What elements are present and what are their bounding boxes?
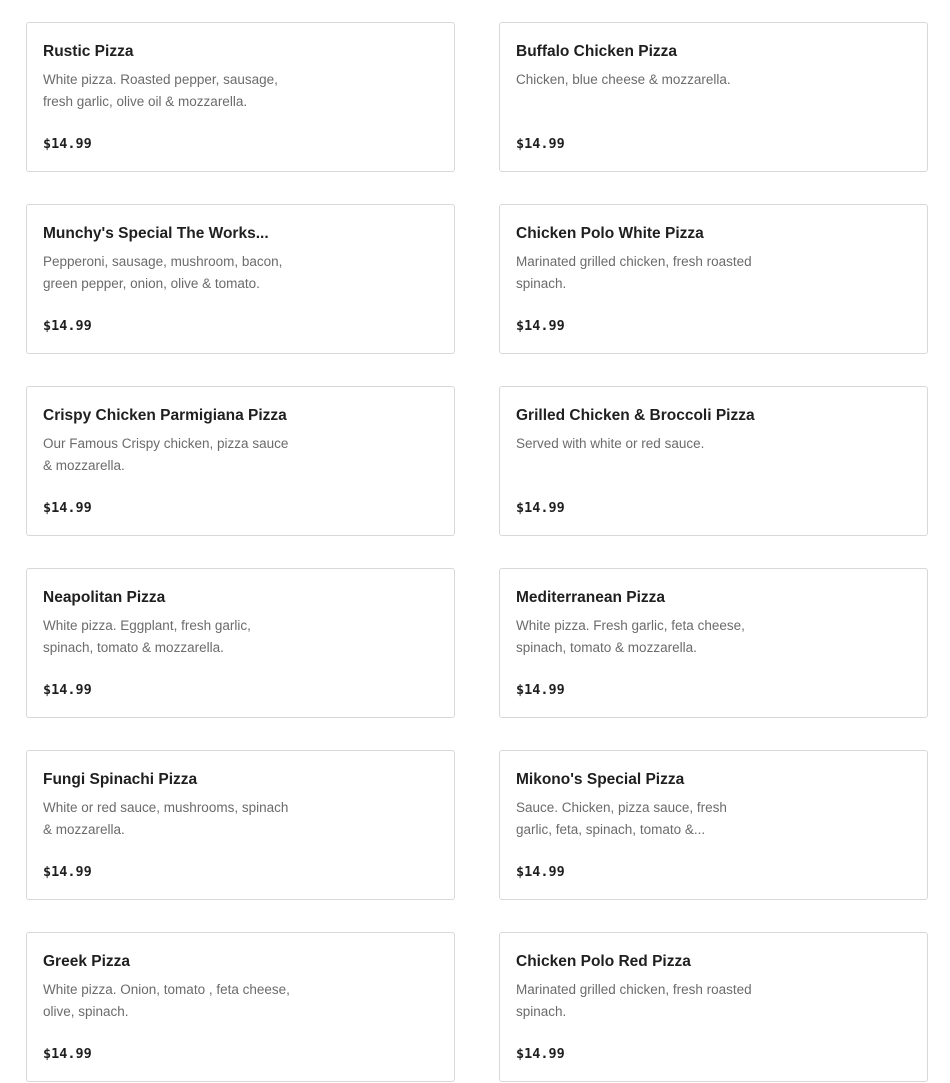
- menu-item-price: $14.99: [43, 864, 92, 880]
- menu-item-name: Fungi Spinachi Pizza: [43, 771, 198, 788]
- menu-item-description: Pepperoni, sausage, mushroom, bacon, green pepper, onion, olive & tomato.: [43, 254, 283, 291]
- menu-item-price: $14.99: [516, 500, 565, 516]
- menu-item-price: $14.99: [516, 864, 565, 880]
- menu-item-price: $14.99: [43, 500, 92, 516]
- menu-item-description: Marinated grilled chicken, fresh roasted spinach.: [516, 982, 752, 1019]
- menu-item-card[interactable]: [499, 932, 928, 1082]
- menu-item-price: $14.99: [516, 682, 565, 698]
- menu-item-name: Grilled Chicken & Broccoli Pizza: [516, 407, 755, 424]
- menu-item-price: $14.99: [43, 1046, 92, 1062]
- menu-item-name: Mediterranean Pizza: [516, 589, 666, 606]
- menu-item-name: Buffalo Chicken Pizza: [516, 43, 678, 60]
- menu-item-price: $14.99: [516, 318, 565, 334]
- menu-item-card[interactable]: [499, 568, 928, 718]
- menu-item-grid: [26, 22, 928, 1082]
- menu-item-description: White pizza. Onion, tomato , feta cheese, olive, spinach.: [43, 982, 290, 1019]
- menu-item-card[interactable]: [26, 204, 455, 354]
- menu-item-name: Mikono's Special Pizza: [516, 771, 685, 788]
- menu-item-card[interactable]: [499, 204, 928, 354]
- menu-item-description: White pizza. Roasted pepper, sausage, fresh garlic, olive oil & mozzarella.: [43, 72, 278, 109]
- menu-item-price: $14.99: [43, 136, 92, 152]
- menu-item-name: Chicken Polo White Pizza: [516, 225, 704, 242]
- menu-item-description: White or red sauce, mushrooms, spinach & mozzarella.: [43, 800, 289, 837]
- menu-item-card[interactable]: [499, 750, 928, 900]
- menu-item-card[interactable]: [26, 386, 455, 536]
- menu-item-price: $14.99: [43, 682, 92, 698]
- menu-item-description: Chicken, blue cheese & mozzarella.: [516, 72, 731, 87]
- menu-item-description: Marinated grilled chicken, fresh roasted spinach.: [516, 254, 752, 291]
- menu-item-name: Chicken Polo Red Pizza: [516, 953, 691, 970]
- menu-item-card[interactable]: [26, 750, 455, 900]
- menu-item-card[interactable]: [499, 386, 928, 536]
- menu-item-card[interactable]: [26, 568, 455, 718]
- menu-item-name: Greek Pizza: [43, 953, 131, 970]
- menu-item-card[interactable]: [26, 932, 455, 1082]
- menu-item-description: White pizza. Eggplant, fresh garlic, spinach, tomato & mozzarella.: [43, 618, 251, 655]
- menu-item-description: Served with white or red sauce.: [516, 436, 705, 451]
- menu-item-card[interactable]: [499, 22, 928, 172]
- menu-item-price: $14.99: [43, 318, 92, 334]
- menu-item-name: Crispy Chicken Parmigiana Pizza: [43, 407, 287, 424]
- menu-item-name: Neapolitan Pizza: [43, 589, 166, 606]
- menu-item-description: Our Famous Crispy chicken, pizza sauce & mozzarella.: [43, 436, 289, 473]
- menu-item-price: $14.99: [516, 1046, 565, 1062]
- menu-item-name: Munchy's Special The Works...: [43, 225, 269, 242]
- menu-item-description: White pizza. Fresh garlic, feta cheese, spinach, tomato & mozzarella.: [516, 618, 745, 655]
- menu-item-price: $14.99: [516, 136, 565, 152]
- menu-item-description: Sauce. Chicken, pizza sauce, fresh garlic, feta, spinach, tomato &...: [516, 800, 727, 837]
- menu-item-name: Rustic Pizza: [43, 43, 134, 60]
- menu-item-card[interactable]: [26, 22, 455, 172]
